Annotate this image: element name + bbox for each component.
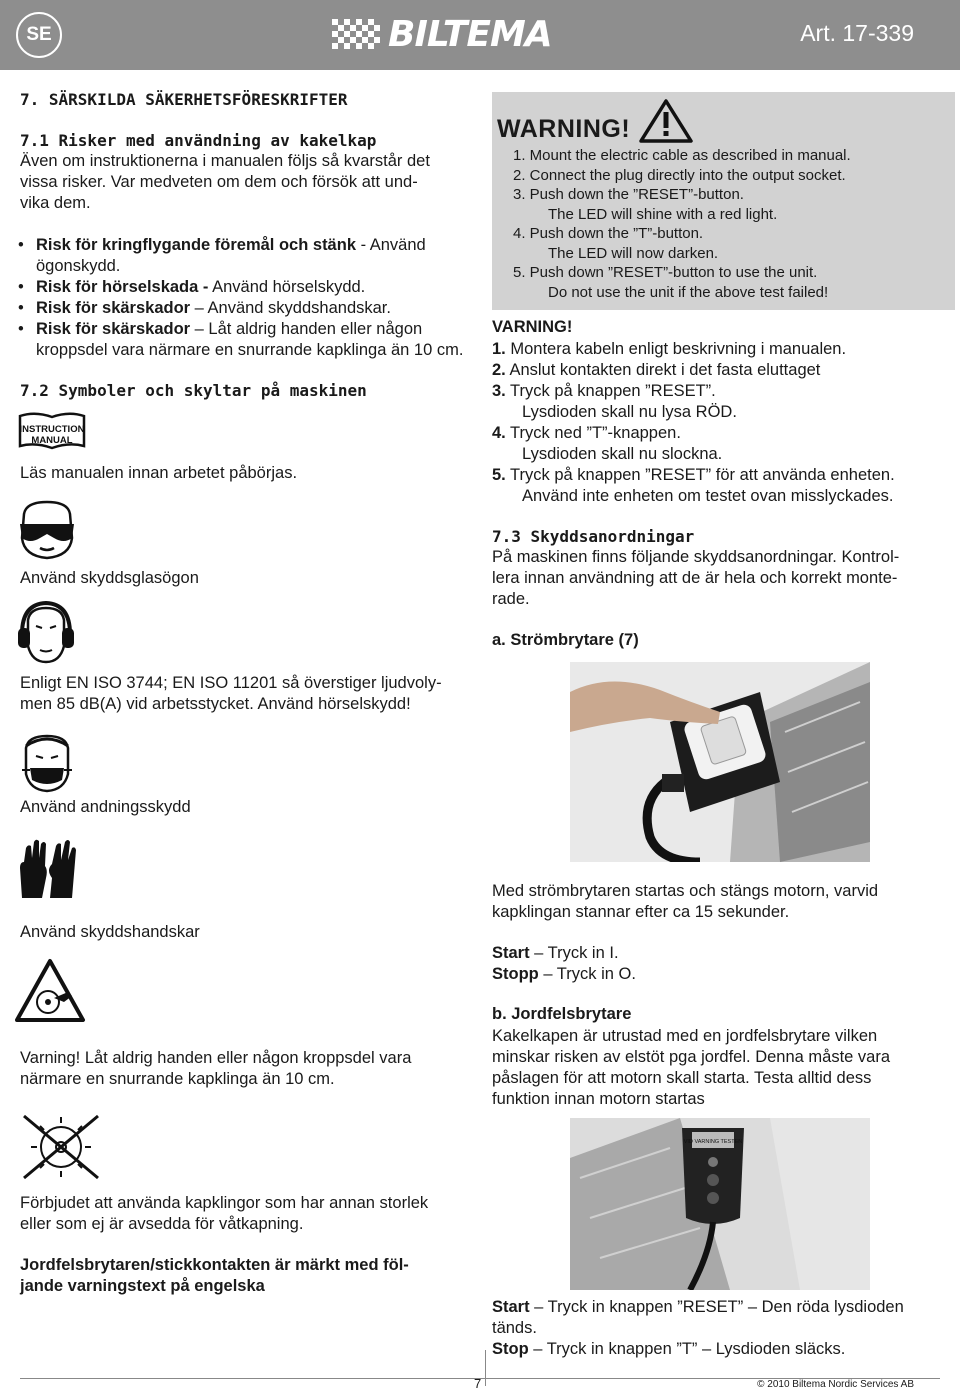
list-item: 2. Connect the plug directly into the output socket.: [513, 166, 846, 184]
symbol-warning-text: Varning! Låt aldrig handen eller någon kroppsdel vara närmare en snurrande kapklinga än 10 cm.: [20, 1049, 412, 1088]
gloves-icon: [16, 834, 80, 904]
svg-text:MANUAL: MANUAL: [31, 435, 73, 446]
subsection-7-2-title: 7.2 Symboler och skyltar på maskinen: [20, 381, 367, 400]
instruction-manual-icon: [18, 412, 86, 454]
list-item: • Risk för kringflygande föremål och stänk - Använd ögonskydd.: [16, 235, 476, 277]
brand-name: BILTEMA: [388, 13, 552, 55]
symbol-manual-text: Läs manualen innan arbetet påbörjas.: [20, 464, 298, 482]
warning-english-list: [513, 146, 953, 302]
symbol-glasses-text: Använd skyddsglasögon: [20, 569, 199, 587]
list-item: 5. Push down ”RESET”-button to use the unit.: [513, 264, 818, 281]
switch-instructions: Start – Tryck in I. Stopp – Tryck in O.: [492, 944, 636, 983]
rcd-device-photo: [570, 1118, 870, 1290]
list-item: 5. Tryck på knappen ”RESET” för att använda enheten.: [492, 466, 895, 484]
list-item: 1. Mount the electric cable as described in manual.: [513, 147, 851, 164]
power-switch-photo: [570, 662, 870, 862]
warning-swedish-list: [492, 339, 952, 507]
list-item: • Risk för skärskador – Låt aldrig handen eller någon kroppsdel vara närmare en snurrande kapklinga än 10 cm.: [16, 319, 476, 361]
stop-label: Stopp: [492, 965, 539, 983]
list-item: 3. Tryck på knappen ”RESET”.: [492, 382, 716, 400]
brand-logo: [332, 14, 552, 54]
list-item: 3. Push down the ”RESET”-button.: [513, 186, 744, 203]
svg-text:INSTRUCTION: INSTRUCTION: [19, 424, 85, 435]
risk-list: [16, 235, 476, 361]
list-item: Lysdioden skall nu slockna.: [522, 445, 723, 463]
symbol-hearing-text: Enligt EN ISO 3744; EN ISO 11201 så överstiger ljudvoly- men 85 dB(A) vid arbetsstycket. Använd hörselskydd!: [20, 674, 442, 713]
label-note: Jordfelsbrytaren/stickkontakten är märkt med föl- jande varningstext på engelska: [20, 1256, 409, 1295]
list-item: Do not use the unit if the above test failed!: [548, 283, 829, 301]
warning-title: WARNING!: [497, 115, 631, 143]
subsection-7-3-title: 7.3 Skyddsanordningar: [492, 527, 695, 546]
list-item: The LED will now darken.: [548, 244, 719, 262]
warning-title-row: [497, 98, 694, 144]
blade-warning-icon: [14, 958, 86, 1024]
page-number: 7: [474, 1376, 482, 1391]
varning-title: VARNING!: [492, 318, 573, 336]
switch-description: Med strömbrytaren startas och stängs motorn, varvid kapklingan stannar efter ca 15 sekunder.: [492, 882, 879, 921]
list-item: Lysdioden skall nu lysa RÖD.: [522, 403, 737, 421]
list-item: 2. Anslut kontakten direkt i det fasta eluttaget: [492, 361, 821, 379]
forbidden-blade-icon: [16, 1112, 106, 1182]
subsection-7-1-intro: Även om instruktionerna i manualen följs så kvarstår det vissa risker. Var medveten om dem och försök att und- vika dem.: [20, 152, 430, 212]
rcd-title: b. Jordfelsbrytare: [492, 1005, 632, 1023]
switch-title: a. Strömbrytare (7): [492, 631, 639, 649]
respirator-icon: [16, 730, 78, 794]
reset-stop-label: Stop: [492, 1340, 529, 1358]
article-number: Art. 17-339: [800, 20, 914, 46]
subsection-7-3-intro: På maskinen finns följande skyddsanordningar. Kontrol- lera innan användning att de är hela och korrekt monte- rade.: [492, 548, 900, 608]
svg-text:VID VARNING TESTEN: VID VARNING TESTEN: [683, 1139, 743, 1145]
section-title: 7. SÄRSKILDA SÄKERHETSFÖRESKRIFTER: [20, 90, 348, 109]
list-item: The LED will shine with a red light.: [548, 205, 778, 223]
symbol-forbidden-text: Förbjudet att använda kapklingor som har annan storlek eller som ej är avsedda för våtkapning.: [20, 1194, 429, 1233]
hearing-protection-icon: [14, 600, 78, 666]
subsection-7-1-title: 7.1 Risker med användning av kakelkap: [20, 131, 377, 150]
rcd-description: Kakelkapen är utrustad med en jordfelsbrytare vilken minskar risken av elstöt pga jordfel. Denna måste vara påslagen för att motorn skall starta. Testa alltid dess funktion innan motorn startas: [492, 1027, 891, 1108]
list-item: 4. Tryck ned ”T”-knappen.: [492, 424, 681, 442]
list-item: 1. Montera kabeln enligt beskrivning i manualen.: [492, 340, 847, 358]
safety-glasses-icon: [16, 498, 78, 560]
symbol-gloves-text: Använd skyddshandskar: [20, 923, 200, 941]
checkered-flag-icon: [332, 19, 380, 49]
symbol-breathing-text: Använd andningsskydd: [20, 798, 191, 816]
rcd-instructions: Start – Tryck in knappen ”RESET” – Den röda lysdioden tänds. Stop – Tryck in knappen ”T” – Lysdioden släcks.: [492, 1298, 904, 1358]
reset-start-label: Start: [492, 1298, 530, 1316]
list-item: 4. Push down the ”T”-button.: [513, 225, 704, 242]
list-item: • Risk för hörselskada - Använd hörselskydd.: [16, 277, 476, 298]
footer-divider: [485, 1350, 486, 1386]
warning-triangle-icon: [638, 98, 694, 144]
copyright: © 2010 Biltema Nordic Services AB: [757, 1379, 914, 1390]
list-item: • Risk för skärskador – Använd skyddshandskar.: [16, 298, 476, 319]
language-badge: SE: [16, 12, 62, 58]
start-label: Start: [492, 944, 530, 962]
list-item: Använd inte enheten om testet ovan misslyckades.: [522, 487, 894, 505]
